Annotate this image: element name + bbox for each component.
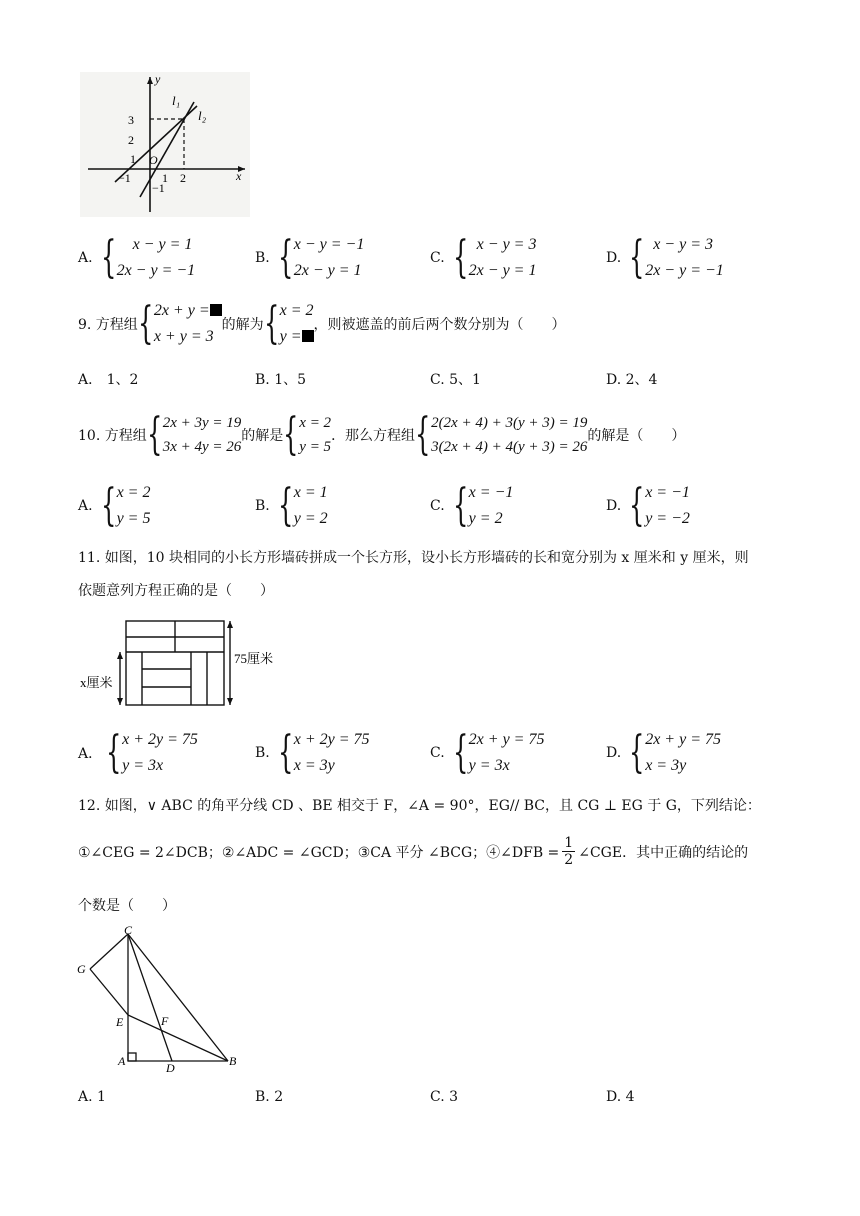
option-letter: C.	[430, 250, 445, 266]
q8-ytick-neg1: −1	[152, 181, 165, 195]
q8-y-label: y	[155, 72, 161, 86]
q12-line1: 12. 如图，∨ ABC 的角平分线 CD 、BE 相交于 F，∠A = 90°，EG// BC，且 CG ⊥ EG 于 G，下列结论：	[78, 798, 761, 814]
q11-option-d[interactable]: D. { 2x + y = 75 x = 3y	[606, 727, 721, 778]
q8-xtick-neg1: −1	[118, 171, 131, 185]
q11-brick-diagram	[80, 615, 280, 710]
q8-option-d[interactable]: D. { x − y = 3 2x − y = −1	[606, 232, 724, 283]
q8-x-label: x	[236, 169, 242, 183]
q11-line1: 11. 如图，10 块相同的小长方形墙砖拼成一个长方形，设小长方形墙砖的长和宽分别为 x 厘米和 y 厘米，则	[78, 550, 749, 566]
q9-option-d[interactable]: D. 2、4	[606, 372, 658, 388]
q11-figure	[80, 615, 280, 710]
q8-option-c[interactable]: C. { x − y = 3 2x − y = 1	[430, 232, 537, 283]
q12-label-d: D	[166, 1061, 175, 1074]
q10-option-c[interactable]: C. { x = −1 y = 2	[430, 480, 514, 531]
masked-value-icon	[302, 330, 314, 342]
q8-ytick-3: 3	[128, 113, 134, 127]
q10-option-d[interactable]: D. { x = −1 y = −2	[606, 480, 690, 531]
q10-option-a[interactable]: A. { x = 2 y = 5	[78, 480, 151, 531]
q9-option-b[interactable]: B. 1、5	[255, 372, 307, 388]
option-letter: D.	[606, 250, 622, 266]
q11-x-label: x厘米	[80, 675, 113, 690]
q12-line3: 个数是（ ）	[78, 898, 176, 914]
q11-height-label: 75厘米	[234, 651, 274, 666]
q12-label-f: F	[161, 1014, 169, 1028]
q8-coordinate-plot	[80, 72, 250, 217]
q12-label-c: C	[124, 924, 133, 937]
q8-l2-label: l₂	[198, 108, 207, 123]
q8-xtick-2: 2	[180, 171, 186, 185]
q12-option-c[interactable]: C. 3	[430, 1089, 459, 1105]
q11-option-c[interactable]: C. { 2x + y = 75 y = 3x	[430, 727, 545, 778]
q8-graph	[80, 72, 250, 217]
option-letter: A.	[78, 250, 93, 266]
q12-triangle-diagram	[74, 924, 244, 1074]
q8-xtick-1: 1	[162, 171, 168, 185]
q12-label-g: G	[77, 962, 86, 976]
q12-label-e: E	[116, 1015, 124, 1029]
q11-line2: 依题意列方程正确的是（ ）	[78, 583, 274, 599]
fraction-one-half: $\frac{1}{2}$	[564, 835, 574, 868]
q12-option-a[interactable]: A. 1	[78, 1089, 106, 1105]
q12-label-a: A	[118, 1054, 126, 1068]
option-letter: B.	[255, 250, 270, 266]
q8-origin-label: O	[149, 153, 158, 167]
q10-option-b[interactable]: B. { x = 1 y = 2	[255, 480, 328, 531]
q8-option-b[interactable]: B. { x − y = −1 2x − y = 1	[255, 232, 365, 283]
q12-line2: ①∠CEG = 2∠DCB；②∠ADC = ∠GCD；③CA 平分 ∠BCG；④∠DFB = $\frac{1}{2}$ ∠CGE．其中正确的结论的	[78, 835, 749, 868]
q9-stem: 9. 方程组 { 2x + y = x + y = 3 的解为 { x = 2 y = ，则被遮盖的前后两个数分别为（ ）	[78, 298, 566, 349]
q12-label-b: B	[229, 1054, 237, 1068]
q11-option-a[interactable]: A． { x + 2y = 75 y = 3x	[78, 727, 198, 778]
q12-figure	[74, 924, 244, 1074]
q8-l1-label: l₁	[172, 93, 181, 108]
q9-option-c[interactable]: C. 5、1	[430, 372, 481, 388]
q8-ytick-2: 2	[128, 133, 134, 147]
q12-option-b[interactable]: B. 2	[255, 1089, 284, 1105]
q12-option-d[interactable]: D. 4	[606, 1089, 635, 1105]
masked-value-icon	[210, 304, 222, 316]
q8-ytick-1: 1	[130, 152, 136, 166]
q9-option-a[interactable]: A． 1、2	[78, 372, 139, 388]
q11-option-b[interactable]: B. { x + 2y = 75 x = 3y	[255, 727, 370, 778]
q10-stem: 10. 方程组 { 2x + 3y = 19 3x + 4y = 26 的解是 { x = 2 y = 5 ．那么方程组 { 2(2x + 4) + 3(y + 3) = 19 3(2x + 4) + 4(y + 3) = 26 的解是（ ）	[78, 409, 686, 460]
q8-option-a[interactable]: A. { x − y = 1 2x − y = −1	[78, 232, 196, 283]
